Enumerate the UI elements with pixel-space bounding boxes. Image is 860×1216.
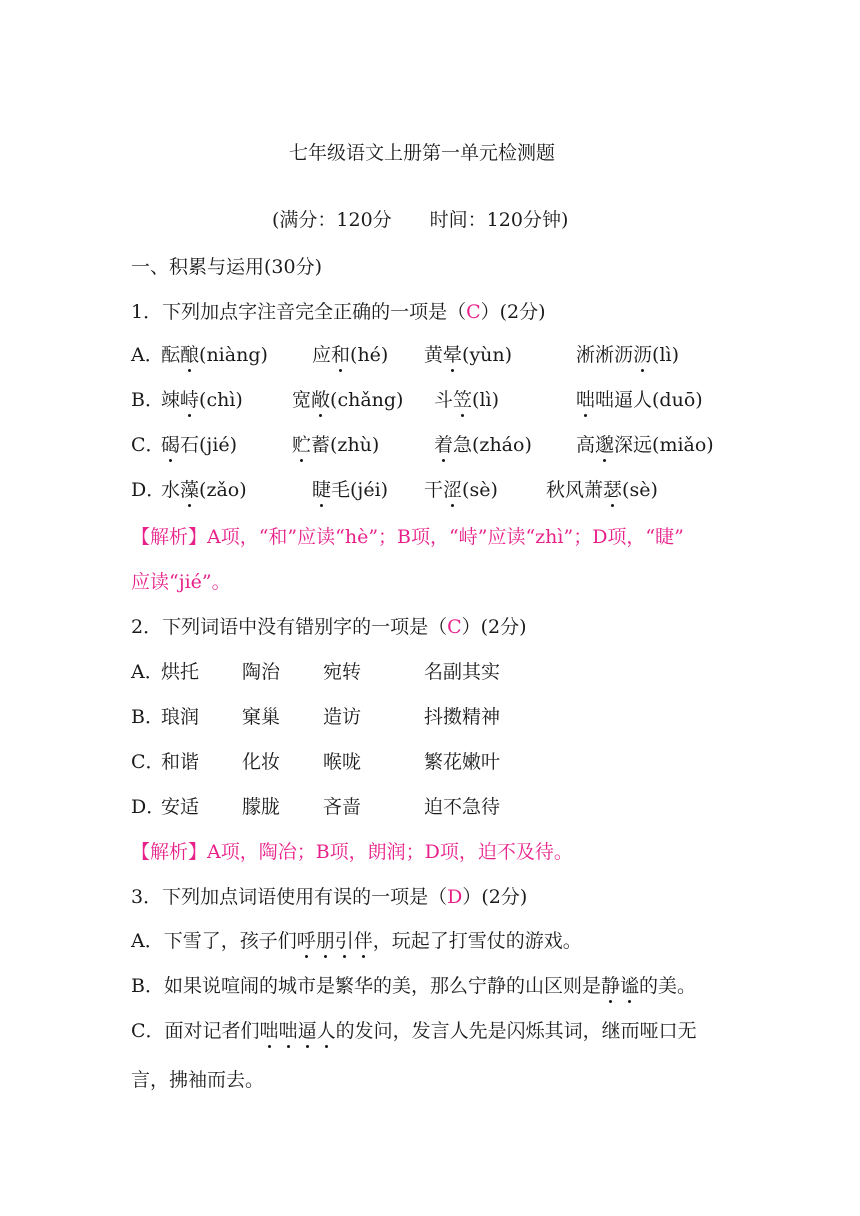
emphasis-char: 咄 xyxy=(576,389,596,411)
section-heading: 一、积累与运用(30分) xyxy=(131,256,323,278)
text-segment: A．下雪了，孩子们 xyxy=(131,930,297,952)
option-word: 化妆 xyxy=(242,751,281,773)
option-item xyxy=(434,388,499,412)
text-segment: 宽 xyxy=(292,389,312,411)
emphasis-char: 晕 xyxy=(443,344,463,366)
option-word: 名副其实 xyxy=(424,661,501,683)
emphasis-char: 逼 xyxy=(297,1020,317,1042)
emphasis-char: 和 xyxy=(331,344,351,366)
text-segment: (chǎng) xyxy=(330,389,404,411)
emphasis-char: 笠 xyxy=(453,389,473,411)
option-item xyxy=(576,388,703,412)
option-word: 宛转 xyxy=(323,661,362,683)
text-segment: 秋风萧 xyxy=(546,479,604,501)
option-item xyxy=(161,478,247,502)
text-segment: 毛(jéi) xyxy=(331,479,389,501)
emphasis-char: 伴 xyxy=(353,930,373,952)
question-3 xyxy=(131,885,527,909)
question-score: ）(2分) xyxy=(462,886,528,908)
option-row xyxy=(131,433,165,457)
text-segment: 黄 xyxy=(424,344,444,366)
emphasis-char: 呼 xyxy=(296,930,316,952)
option-item xyxy=(424,343,512,367)
dotted-phrase xyxy=(601,975,639,997)
text-segment: (chì) xyxy=(199,389,243,411)
text-segment: 咄逼人(duō) xyxy=(595,389,703,411)
emphasis-char: 沥 xyxy=(633,344,653,366)
analysis-text: 应读“jié”。 xyxy=(131,571,231,593)
option-item xyxy=(576,343,679,367)
option-word: 抖擞精神 xyxy=(424,706,501,728)
text-segment: 竦 xyxy=(161,389,181,411)
question-score: ）(2分) xyxy=(461,616,527,638)
option-item xyxy=(292,433,379,457)
option-item xyxy=(161,343,268,367)
question-2-stem: 2．下列词语中没有错别字的一项是（ xyxy=(131,616,448,638)
dotted-phrase xyxy=(260,1020,336,1042)
emphasis-char: 静 xyxy=(600,975,620,997)
text-segment: 淅淅沥 xyxy=(576,344,634,366)
text-segment: (sè) xyxy=(622,479,658,501)
option-word: 烘托 xyxy=(161,661,200,683)
text-segment: 酝 xyxy=(161,344,181,366)
emphasis-char: 着 xyxy=(434,434,454,456)
score-time-info: (满分：120分 时间：120分钟) xyxy=(272,209,569,231)
option-row xyxy=(131,388,164,412)
text-segment: 高 xyxy=(576,434,596,456)
emphasis-char: 人 xyxy=(316,1020,336,1042)
option-label: A． xyxy=(131,344,164,366)
question-2 xyxy=(131,615,527,639)
emphasis-char: 敞 xyxy=(311,389,331,411)
option-item xyxy=(546,478,658,502)
answer-letter: C xyxy=(466,301,481,323)
question-1-stem: 1．下列加点字注音完全正确的一项是（ xyxy=(131,301,467,323)
text-segment: 急(zháo) xyxy=(453,434,532,456)
emphasis-char: 涩 xyxy=(443,479,463,501)
text-segment: (zǎo) xyxy=(199,479,247,501)
option-word: 琅润 xyxy=(161,706,200,728)
option-label: B． xyxy=(131,706,164,728)
text-segment: 干 xyxy=(424,479,444,501)
text-segment: (yùn) xyxy=(462,344,513,366)
emphasis-char: 碣 xyxy=(161,434,181,456)
emphasis-char: 朋 xyxy=(315,930,335,952)
emphasis-char: 瑟 xyxy=(603,479,623,501)
text-segment: C．面对记者们 xyxy=(131,1020,260,1042)
text-segment: 水 xyxy=(161,479,181,501)
option-item xyxy=(424,478,498,502)
option-word: 陶治 xyxy=(242,661,281,683)
option-sentence xyxy=(131,929,582,953)
option-word: 造访 xyxy=(323,706,362,728)
text-segment: 蓄(zhù) xyxy=(311,434,380,456)
emphasis-char: 贮 xyxy=(292,434,312,456)
option-word: 迫不急待 xyxy=(424,796,501,818)
option-item xyxy=(161,388,243,412)
option-label: D． xyxy=(131,479,166,501)
emphasis-char: 睫 xyxy=(312,479,332,501)
text-segment: 应 xyxy=(312,344,332,366)
option-row xyxy=(131,343,164,367)
option-item xyxy=(312,478,388,502)
option-item xyxy=(434,433,532,457)
option-word: 吝啬 xyxy=(323,796,362,818)
question-1 xyxy=(131,300,546,324)
option-item xyxy=(312,343,388,367)
option-word: 安适 xyxy=(161,796,200,818)
emphasis-char: 咄 xyxy=(278,1020,298,1042)
text-segment: 石(jié) xyxy=(180,434,238,456)
analysis-text: 【解析】A项，“和”应读“hè”；B项，“峙”应读“zhì”；D项，“睫” xyxy=(131,526,684,548)
emphasis-char: 邈 xyxy=(595,434,615,456)
emphasis-char: 引 xyxy=(334,930,354,952)
answer-letter: D xyxy=(447,886,463,908)
analysis-text: 【解析】A项，陶冶；B项，朗润；D项，迫不及待。 xyxy=(131,841,573,863)
doc-title: 七年级语文上册第一单元检测题 xyxy=(289,142,556,164)
text-segment: B．如果说喧闹的城市是繁华的美，那么宁静的山区则是 xyxy=(131,975,601,997)
option-item xyxy=(576,433,714,457)
text-segment: (niàng) xyxy=(199,344,268,366)
question-score: ）(2分) xyxy=(480,301,546,323)
option-label: C． xyxy=(131,434,165,456)
dotted-phrase xyxy=(297,930,373,952)
option-label: C． xyxy=(131,751,165,773)
text-segment: (sè) xyxy=(462,479,498,501)
option-word: 和谐 xyxy=(161,751,200,773)
option-label: D． xyxy=(131,796,166,818)
emphasis-char: 峙 xyxy=(180,389,200,411)
option-word: 朦胧 xyxy=(242,796,281,818)
text-segment: (lì) xyxy=(472,389,500,411)
option-sentence-continued: 言，拂袖而去。 xyxy=(131,1069,265,1091)
emphasis-char: 咄 xyxy=(259,1020,279,1042)
emphasis-char: 谧 xyxy=(619,975,639,997)
text-segment: 的美。 xyxy=(639,975,697,997)
option-item xyxy=(292,388,403,412)
text-segment: 深远(miǎo) xyxy=(614,434,714,456)
option-word: 窠巢 xyxy=(242,706,281,728)
question-3-stem: 3．下列加点词语使用有误的一项是（ xyxy=(131,886,448,908)
emphasis-char: 藻 xyxy=(180,479,200,501)
text-segment: 斗 xyxy=(434,389,454,411)
option-sentence xyxy=(131,974,696,998)
option-word: 繁花嫩叶 xyxy=(424,751,501,773)
text-segment: (hé) xyxy=(350,344,389,366)
text-segment: 的发问，发言人先是闪烁其词，继而哑口无 xyxy=(335,1020,697,1042)
answer-letter: C xyxy=(447,616,462,638)
text-segment: ，玩起了打雪仗的游戏。 xyxy=(372,930,582,952)
option-label: A． xyxy=(131,661,164,683)
option-item xyxy=(161,433,237,457)
option-sentence xyxy=(131,1019,697,1043)
text-segment: (lì) xyxy=(652,344,680,366)
option-word: 喉咙 xyxy=(323,751,362,773)
option-label: B． xyxy=(131,389,164,411)
emphasis-char: 酿 xyxy=(180,344,200,366)
